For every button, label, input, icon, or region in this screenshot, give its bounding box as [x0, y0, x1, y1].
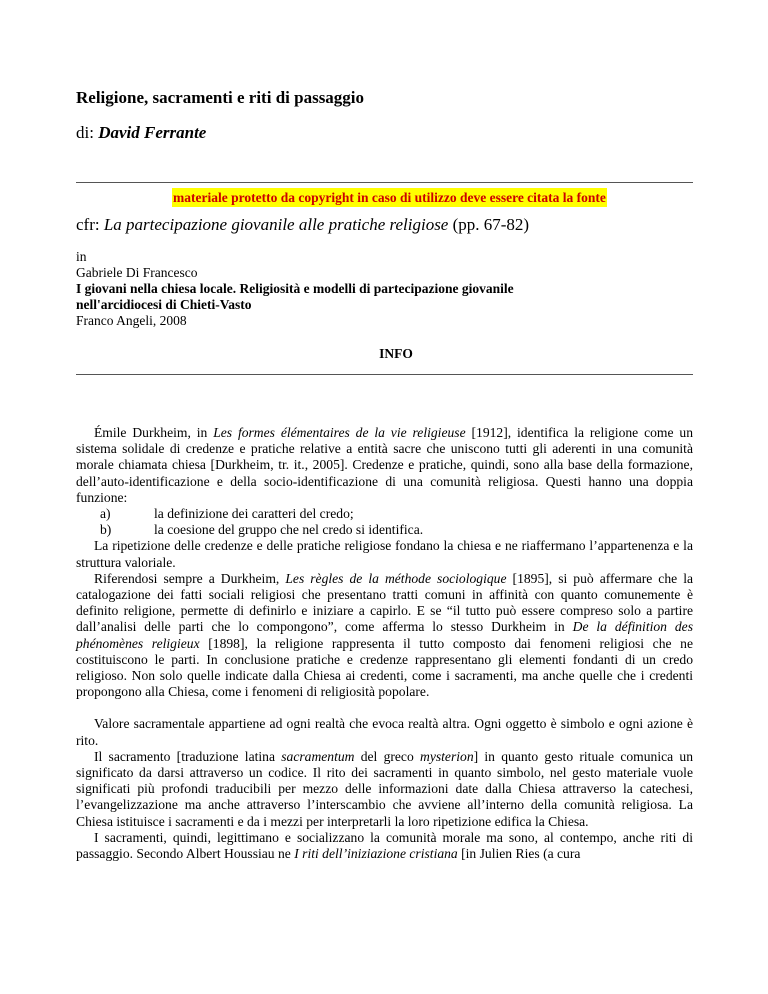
list-item: [76, 522, 693, 538]
cfr-title: La partecipazione giovanile alle pratiche religiose: [103, 215, 449, 234]
list-text: la definizione dei caratteri del credo;: [154, 506, 354, 522]
text-span: ] in quanto gesto rituale comunica un significato da darsi attraverso un codice. Il rito dei sacramenti in quanto simbolo, nel gesto materiale vuole significati più profondi traducibili per mezzo delle informazioni date dalla Chiesa attraverso la catechesi, l’evangelizzazione ma anche attraverso l’interscambio che avviene all’interno della comunità religiosa. La Chiesa istituisce i sacramenti e da i mezzi per interpretarli la loro ripetizione edifica la Chiesa.: [76, 748, 693, 829]
text-span: I sacramenti, quindi, legittimano e socializzano la comunità morale ma sono, al contempo, anche riti di passaggio. Secondo Albert Houssiau ne: [76, 829, 693, 862]
paragraph-1: [76, 425, 693, 506]
work-title: De la définition des phénomènes religieux: [76, 619, 693, 651]
text-span: Il sacramento [traduzione latina: [94, 748, 282, 764]
copyright-notice: materiale protetto da copyright in caso di utilizzo deve essere citata la fonte: [173, 190, 606, 205]
text-span: del greco: [354, 748, 420, 764]
work-title: Les formes élémentaires de la vie religieuse: [213, 425, 466, 440]
byline-prefix: di:: [76, 123, 99, 142]
paragraph-3: [76, 571, 693, 701]
paragraph-5: [76, 749, 693, 830]
work-title: Les règles de la méthode sociologique: [285, 570, 507, 586]
paragraph-2: La ripetizione delle credenze e delle pratiche religiose fondano la chiesa e ne riaffermano l’appartenenza e la struttura valoriale.: [76, 538, 693, 570]
document-title: Religione, sacramenti e riti di passaggio: [76, 88, 365, 107]
paragraph-4: Valore sacramentale appartiene ad ogni realtà che evoca realtà altra. Ogni oggetto è simbolo e ogni azione è rito.: [76, 716, 693, 748]
paragraph-6: [76, 830, 693, 862]
book-title-line1: I giovani nella chiesa locale. Religiosità e modelli di partecipazione giovanile: [76, 281, 514, 296]
reference-publisher: Franco Angeli, 2008: [76, 313, 187, 328]
text-span: Riferendosi sempre a Durkheim,: [94, 570, 286, 586]
bottom-divider: [76, 374, 693, 375]
author-name: David Ferrante: [98, 123, 207, 142]
top-divider: [76, 182, 693, 183]
greek-term: mysterion: [420, 748, 474, 764]
article-body: [76, 425, 693, 862]
reference-editor: Gabriele Di Francesco: [76, 265, 198, 280]
list-text: la coesione del gruppo che nel credo si identifica.: [154, 522, 424, 538]
list-item: [76, 506, 693, 522]
text-span: [1895], si può affermare che la catalogazione dei fatti sociali religiosi che presentano tratti comuni in affinità con quanto comunemente è definito religione, permette di definirlo e iniziare a capirlo. E se “il tutto può essere compreso solo a partire dall’analisi delle parti che lo compongono”, come afferma lo stesso Durkheim in: [76, 570, 694, 635]
cfr-pages: (pp. 67-82): [448, 215, 530, 234]
list-marker: b): [100, 522, 112, 538]
text-span: [1912], identifica la religione come un sistema solidale di credenze e pratiche relative a entità sacre che uniscono tutti gli aderenti in una comunità morale chiamata chiesa [Durkheim, tr. it., 2005]. Credenze e pratiche, quindi, sono alla base della formazione, dell’auto-identificazione e della socio-identificazione di una comunità religiosa. Questi hanno una doppia funzione:: [76, 425, 693, 505]
cfr-prefix: cfr:: [76, 215, 104, 234]
work-title: I riti dell’iniziazione cristiana: [294, 846, 458, 862]
text-span: [in Julien Ries (a cura: [457, 846, 581, 862]
byline: [76, 123, 206, 143]
list-marker: a): [100, 506, 111, 522]
text-span: [1898], la religione rappresenta il tutto composto dai fenomeni religiosi che ne costituiscono le parti. In conclusione pratiche e credenze rappresentano gli elementi fondanti di un credo religioso. Non solo quelle indicate dalla Chiesa ai credenti, come i sacramenti, ma anche quelle che i credenti propongono alla Chiesa, come i fenomeni di religiosità popolare.: [76, 635, 693, 700]
book-title-line2: nell'arcidiocesi di Chieti-Vasto: [76, 297, 252, 312]
book-reference: [76, 249, 514, 329]
info-link[interactable]: INFO: [379, 346, 413, 361]
cfr-citation: [76, 215, 529, 235]
latin-term: sacramentum: [281, 748, 355, 764]
text-span: Émile Durkheim, in: [94, 425, 214, 440]
reference-in: in: [76, 249, 87, 264]
